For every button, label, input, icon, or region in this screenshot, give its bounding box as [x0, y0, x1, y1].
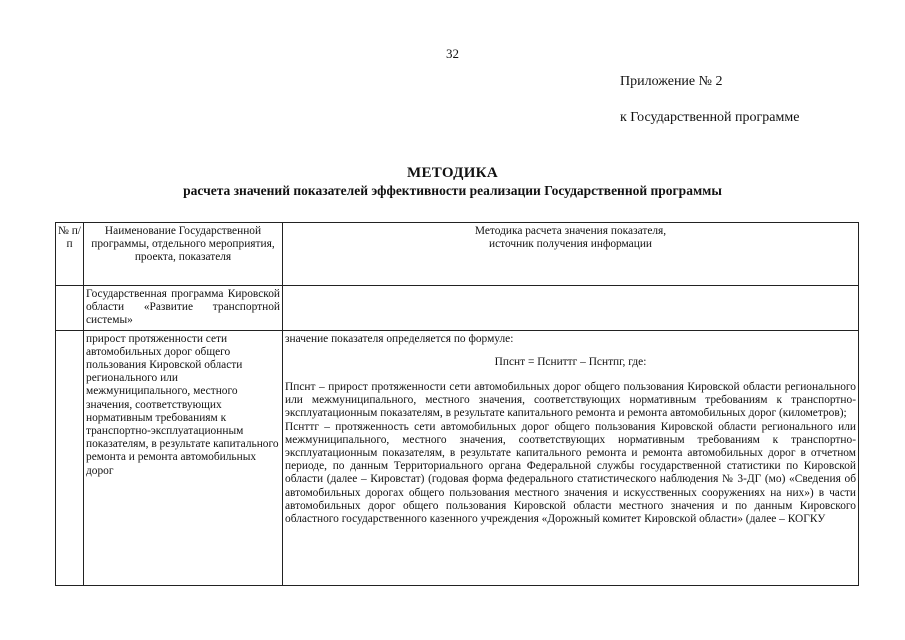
header-name: Наименование Государственной программы, отдельного мероприятия, проекта, показателя — [84, 223, 283, 286]
appendix-label: Приложение № 2 — [620, 74, 723, 89]
header-number: № п/п — [56, 223, 84, 286]
method-definition-2: Пснттг – протяженность сети автомобильных дорог общего пользования Кировской области регионального или межмуниципального, местного значения, соответствующих нормативным требованиям к транспортно-эксплуатационным показателям, в результате капитального ремонта и ремонта автомобильных дорог в отчетном периоде, по данным Территориального органа Федеральной службы государственной статистики по Кировской области (далее – Кировстат) (годовая форма федерального статистического наблюдения № 3-ДГ (мо) «Сведения об автомобильных дорогах общего пользования местного значения и искусственных сооружениях на них») в части автомобильных дорог общего пользования Кировской области местного значения и по данным Кировского областного государственного казенного учреждения «Дорожный комитет Кировской области» (далее – КОГКУ — [285, 420, 856, 526]
table-header-row — [56, 223, 859, 286]
page-number: 32 — [446, 46, 459, 61]
methodology-table — [55, 222, 859, 586]
appendix-program-label: к Государственной программе — [620, 110, 800, 125]
table-row — [56, 330, 859, 585]
document-subtitle: расчета значений показателей эффективности реализации Государственной программы — [183, 183, 722, 198]
method-formula: Ппснт = Псниттг – Пснтпг, где: — [494, 355, 647, 368]
method-intro: значение показателя определяется по формуле: — [285, 332, 514, 345]
program-number-cell — [56, 286, 84, 331]
header-method — [283, 223, 859, 286]
table-row — [56, 286, 859, 331]
header-method-line2: источник получения информации — [488, 238, 653, 251]
indicator-name-cell: прирост протяженности сети автомобильных дорог общего пользования Кировской области регионального или межмуниципального, местного значения, соответствующих нормативным требованиям к транспортно-эксплуатационным показателям, в результате капитального ремонта и ремонта автомобильных дорог — [84, 330, 283, 585]
document-title: МЕТОДИКА — [407, 165, 498, 181]
method-definition-1: Ппснт – прирост протяженности сети автомобильных дорог общего пользования Кировской области регионального или межмуниципального, местного значения, соответствующих нормативным требованиям к транспортно-эксплуатационным показателям, в результате капитального ремонта и ремонта автомобильных дорог (километров); — [285, 381, 856, 420]
program-method-cell — [283, 286, 859, 331]
header-method-line1: Методика расчета значения показателя, — [474, 225, 667, 237]
program-name-cell: Государственная программа Кировской области «Развитие транспортной системы» — [84, 286, 283, 331]
indicator-number-cell — [56, 330, 84, 585]
indicator-method-cell — [283, 330, 859, 585]
